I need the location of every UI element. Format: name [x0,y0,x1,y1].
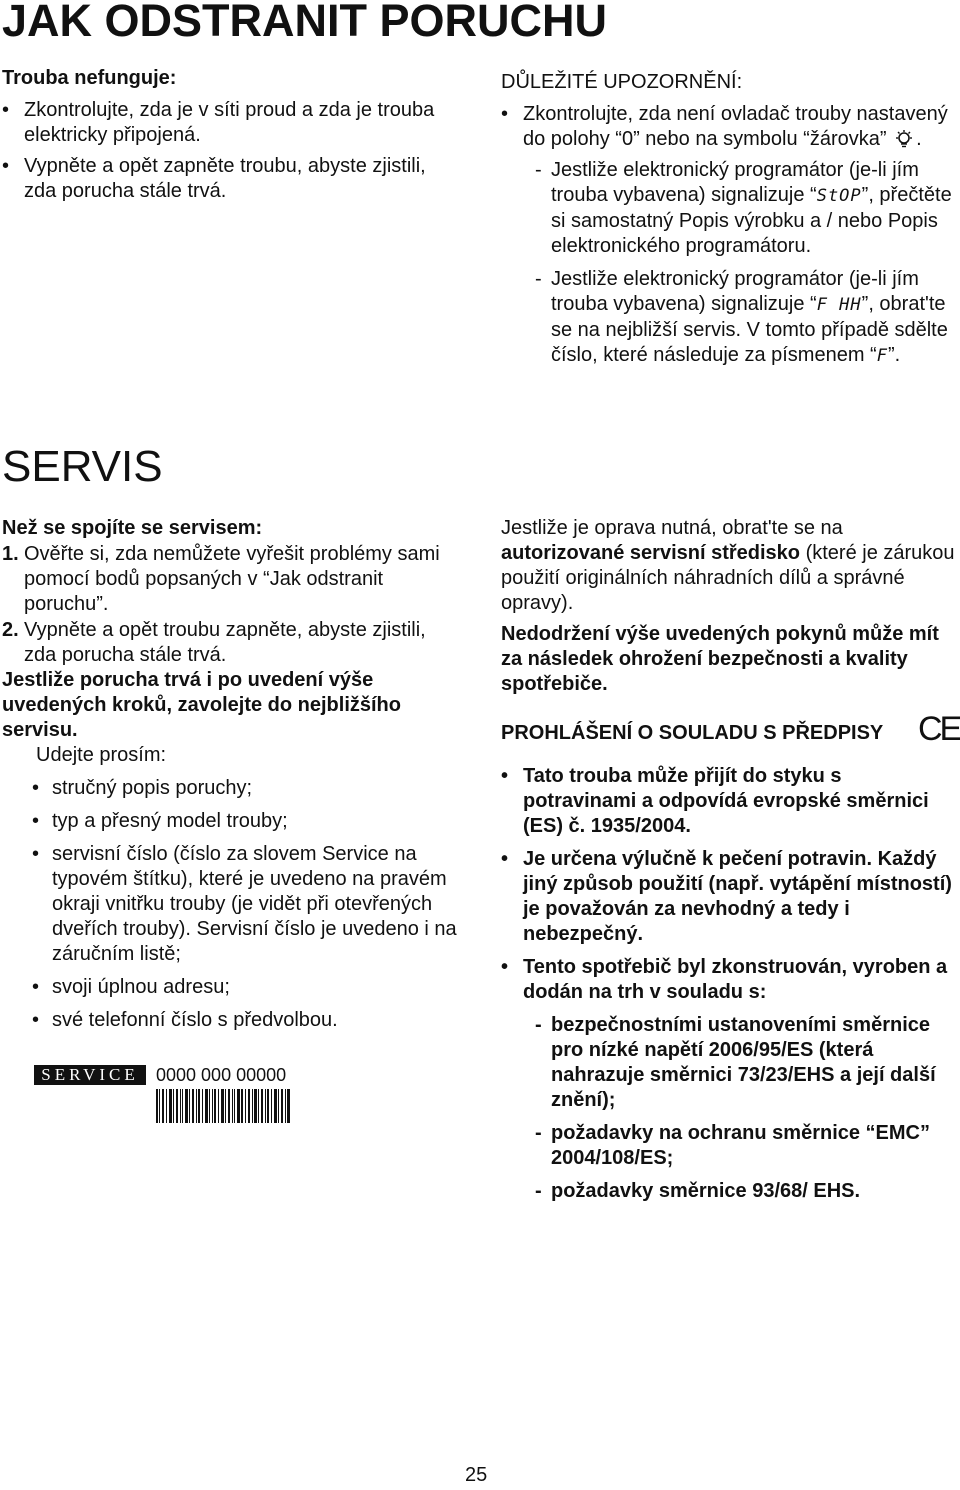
repair-note: Jestliže je oprava nutná, obrat'te se na autorizované servisní středisko (které je zárukou použití originálních náhradních dílů a správné opravy). [501,517,955,614]
servis-persist-note: Jestliže porucha trvá i po uvedení výše uvedených kroků, zavolejte do nejbližšího servisu. [2,669,401,741]
bulb-icon [892,130,916,148]
barcode-image [156,1089,290,1123]
important-heading: DŮLEŽITÉ UPOZORNĚNÍ: [501,71,743,93]
troubleshoot-item: • Vypněte a opět zapněte troubu, abyste zjistili, zda porucha stále trvá. [2,154,442,204]
conformity-dash-item: - požadavky na ochranu směrnice “EMC” 2004/108/ES; [535,1122,931,1169]
display-code-error: F HH [816,295,862,315]
list-item: • své telefonní číslo s předvolbou. [32,1008,457,1033]
troubleshoot-section [2,66,442,204]
ce-mark: CE [918,710,960,748]
servis-provide-label: Udejte prosím: [36,744,167,766]
servis-title: SERVIS [2,442,163,491]
conformity-item: • Tato trouba může přijít do styku s potravinami a odpovídá evropské směrnici (ES) č. 1935/2004. [501,764,959,839]
servis-step: 1. Ověřte si, zda nemůžete vyřešit problémy sami pomocí bodů popsaných v “Jak odstranit poruchu”. [2,543,440,615]
list-item: • stručný popis poruchy; [32,776,457,801]
important-section [501,70,959,369]
repair-section [501,516,959,697]
page-title: JAK ODSTRANIT PORUCHU [2,0,608,46]
servis-info-list [2,776,457,1033]
troubleshoot-heading: Trouba nefunguje: [2,67,177,89]
service-number: 0000 000 00000 [156,1065,287,1085]
service-label: SERVICE [34,1065,146,1085]
important-bullet-text: Zkontrolujte, zda není ovladač trouby nastavený do polohy “0” nebo na symbolu “žárovka” [523,103,948,150]
list-item: • svoji úplnou adresu; [32,975,457,1000]
list-item: • servisní číslo (číslo za slovem Service na typovém štítku), které je uvedeno na pravém okraji vnitřku trouby (je vidět při otevřených dveřích trouby). Servisní číslo je uvedeno i na záručním listě; [32,842,457,967]
conformity-item: • Tento spotřebič byl zkonstruován, vyroben a dodán na trh v souladu s: [501,955,959,1005]
display-code-f: F [876,346,888,366]
conformity-dash-item: - požadavky směrnice 93/68/ EHS. [535,1180,861,1202]
important-dash-item: - Jestliže elektronický programátor (je-li jím trouba vybavena) signalizuje “StOP”, přečtěte si samostatný Popis výrobku a / nebo Popis elektronického programátoru. [535,159,952,257]
important-dash-item: - Jestliže elektronický programátor (je-li jím trouba vybavena) signalizuje “F HH”, obrat'te se na nejbližší servis. V tomto případě sdělte číslo, které následuje za písmenem “F”. [535,268,948,366]
display-code-stop: StOP [816,186,862,206]
troubleshoot-item: • Zkontrolujte, zda je v síti proud a zda je trouba elektricky připojená. [2,98,442,148]
servis-section [2,516,457,1033]
conformity-dash-item: - bezpečnostními ustanoveními směrnice pro nízké napětí 2006/95/ES (která nahrazuje směrnici 73/23/EHS a její další znění); [535,1014,936,1111]
important-item: • Zkontrolujte, zda není ovladač trouby nastavený do polohy “0” nebo na symbolu “žárovka” . [501,102,959,152]
servis-heading: Než se spojíte se servisem: [2,517,263,539]
conformity-heading: PROHLÁŠENÍ O SOULADU S PŘEDPISY [501,722,884,744]
repair-warning: Nedodržení výše uvedených pokynů může mít za následek ohrožení bezpečnosti a kvality spotřebiče. [501,623,939,695]
list-item: • typ a přesný model trouby; [32,809,457,834]
conformity-item: • Je určena výlučně k pečení potravin. Každý jiný způsob použití (např. vytápění místností) je považován za nevhodný a tedy i nebezpečný. [501,847,959,947]
conformity-section [501,764,959,1204]
page-number: 25 [465,1464,488,1486]
servis-step: 2. Vypněte a opět troubu zapněte, abyste zjistili, zda porucha stále trvá. [2,619,426,666]
